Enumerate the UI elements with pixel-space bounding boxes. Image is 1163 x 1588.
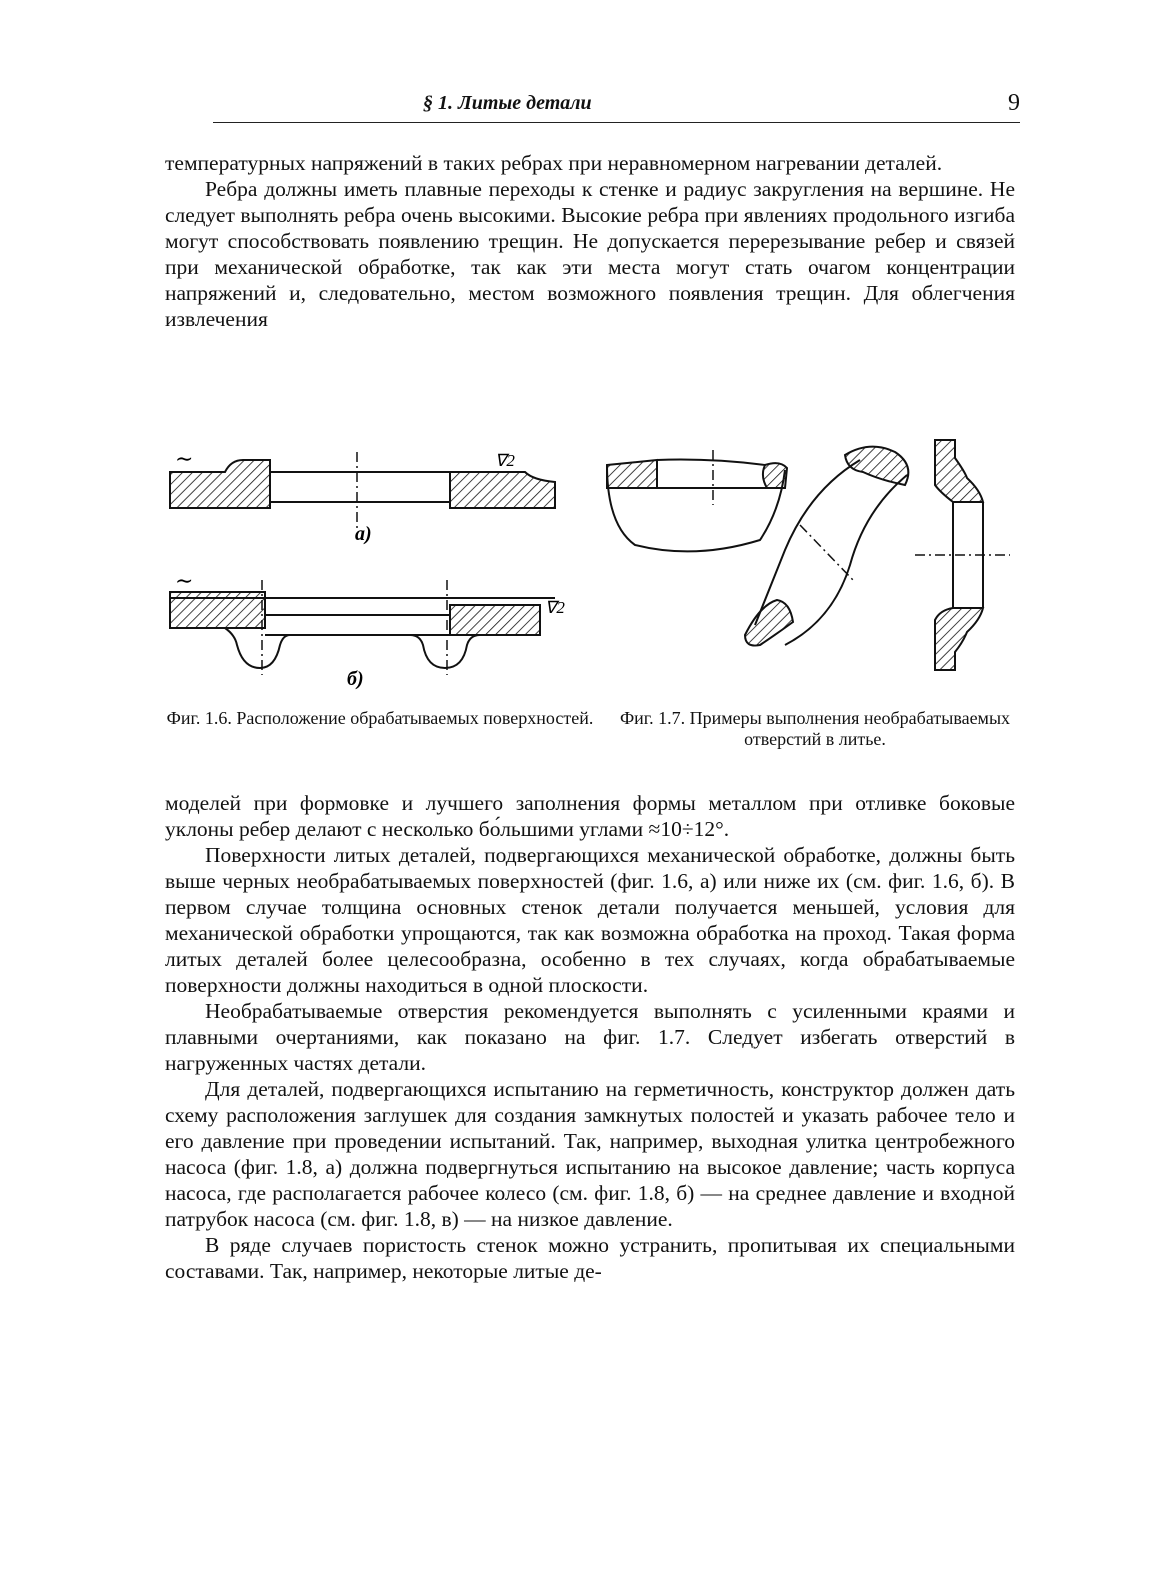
paragraph: В ряде случаев пористость стенок можно устранить, пропитывая их специальными составами. Так, например, некоторые литые де- [165,1233,1015,1283]
roughness-mark-b: ∇2 [545,598,565,617]
paragraph: Необрабатываемые отверстия рекомендуется выполнять с усиленными краями и плавными очертаниями, как показано на фиг. 1.7. Следует избегать отверстий в нагруженных частях детали. [165,999,1015,1075]
figure-1-7-caption: Фиг. 1.7. Примеры выполнения необрабатываемых отверстий в литье. [619,708,1011,749]
roughness-mark-a: ∇2 [495,451,515,470]
running-title: § 1. Литые детали [423,92,592,114]
header-rule [213,122,1020,123]
body-text-top [165,150,1015,332]
figure-1-7-drawing [595,430,1025,680]
page-header [165,92,1020,126]
tilde-symbol-b: ∼ [175,568,194,593]
figure-1-6b [170,568,565,690]
paragraph: температурных напряжений в таких ребрах при неравномерном нагревании деталей. [165,151,943,175]
figure-1-6-caption: Фиг. 1.6. Расположение обрабатываемых поверхностей. [166,708,594,728]
tilde-symbol-a: ∼ [175,446,194,471]
label-b: б) [347,668,364,690]
figure-1-6-drawing [165,430,585,700]
paragraph: Ребра должны иметь плавные переходы к стенке и радиус закругления на вершине. Не следует выполнять ребра очень высокими. Высокие ребра при явлениях продольного изгиба могут способствовать появлению трещин. Не допускается перерезывание ребер и связей при механической обработке, так как эти места могут стать очагом концентрации напряжений и, следовательно, местом возможного появления трещин. Для облегчения извлечения [165,177,1015,331]
figure-1-7-left [607,450,787,551]
page-number: 9 [1008,90,1020,116]
paragraph: Для деталей, подвергающихся испытанию на герметичность, конструктор должен дать схему расположения заглушек для создания замкнутых полостей и указать рабочее тело и его давление при проведении испытаний. Так, например, выходная улитка центробежного насоса (фиг. 1.8, а) должна подвергнуться испытанию на высокое давление; часть корпуса насоса, где располагается рабочее колесо (см. фиг. 1.8, б) — на среднее давление и входной патрубок насоса (см. фиг. 1.8, в) — на низкое давление. [165,1077,1015,1231]
body-text-bottom [165,790,1015,1284]
figure-1-6a [170,446,555,545]
figures-block [165,430,1025,760]
label-a: a) [355,523,372,545]
paragraph: Поверхности литых деталей, подвергающихся механической обработке, должны быть выше черных необрабатываемых поверхностей (фиг. 1.6, а) или ниже их (см. фиг. 1.6, б). В первом случае толщина основных стенок детали получается меньшей, условия для механической обработки упрощаются, так как возможна обработка на проход. Такая форма литых деталей более целесообразна, особенно в тех случаях, когда обрабатываемые поверхности должны находиться в одной плоскости. [165,843,1015,997]
paragraph: моделей при формовке и лучшего заполнения формы металлом при отливке боковые уклоны ребер делают с несколько бо́льшими углами ≈10÷12°. [165,791,1015,841]
figure-1-7-right [915,440,1010,670]
